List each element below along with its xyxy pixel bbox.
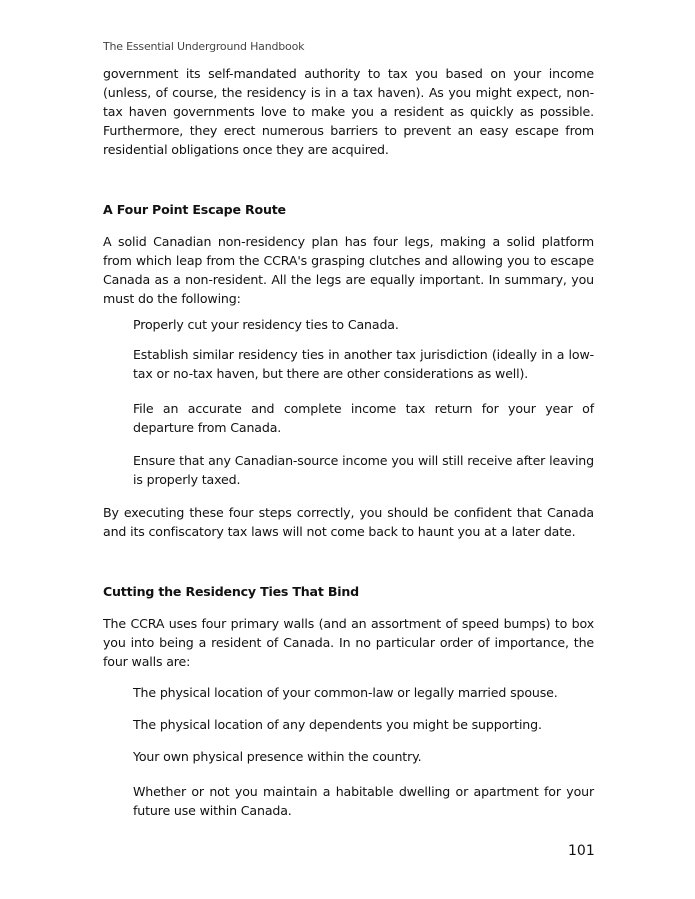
section-heading: A Four Point Escape Route <box>103 202 286 217</box>
paragraph: A solid Canadian non-residency plan has four legs, making a solid platform from which leap from the CCRA's grasping clutches and allowing you to escape Canada as a non-resident. All the legs are equally important. In summary, you must do the following: <box>103 234 594 306</box>
list-item: Whether or not you maintain a habitable dwelling or apartment for your future use within Canada. <box>133 784 594 818</box>
page-number: 101 <box>568 843 595 859</box>
running-header: The Essential Underground Handbook <box>103 40 305 53</box>
list-item: Properly cut your residency ties to Canada. <box>133 317 399 332</box>
list-item: Establish similar residency ties in another tax jurisdiction (ideally in a low-tax or no-tax haven, but there are other considerations as well). <box>133 347 594 381</box>
paragraph: government its self-mandated authority to tax you based on your income (unless, of course, the residency is in a tax haven). As you might expect, non-tax haven governments love to make you a resident as quickly as possible. Furthermore, they erect numerous barriers to prevent an easy escape from residential obligations once they are acquired. <box>103 66 594 157</box>
paragraph: By executing these four steps correctly, you should be confident that Canada and its confiscatory tax laws will not come back to haunt you at a later date. <box>103 505 594 539</box>
list-item: The physical location of any dependents you might be supporting. <box>133 717 542 732</box>
paragraph: The CCRA uses four primary walls (and an assortment of speed bumps) to box you into being a resident of Canada. In no particular order of importance, the four walls are: <box>103 616 594 669</box>
list-item: File an accurate and complete income tax return for your year of departure from Canada. <box>133 401 594 435</box>
list-item: Your own physical presence within the country. <box>133 749 422 764</box>
list-item: Ensure that any Canadian-source income you will still receive after leaving is properly taxed. <box>133 453 594 487</box>
list-item: The physical location of your common-law or legally married spouse. <box>133 685 558 700</box>
section-heading: Cutting the Residency Ties That Bind <box>103 584 359 599</box>
